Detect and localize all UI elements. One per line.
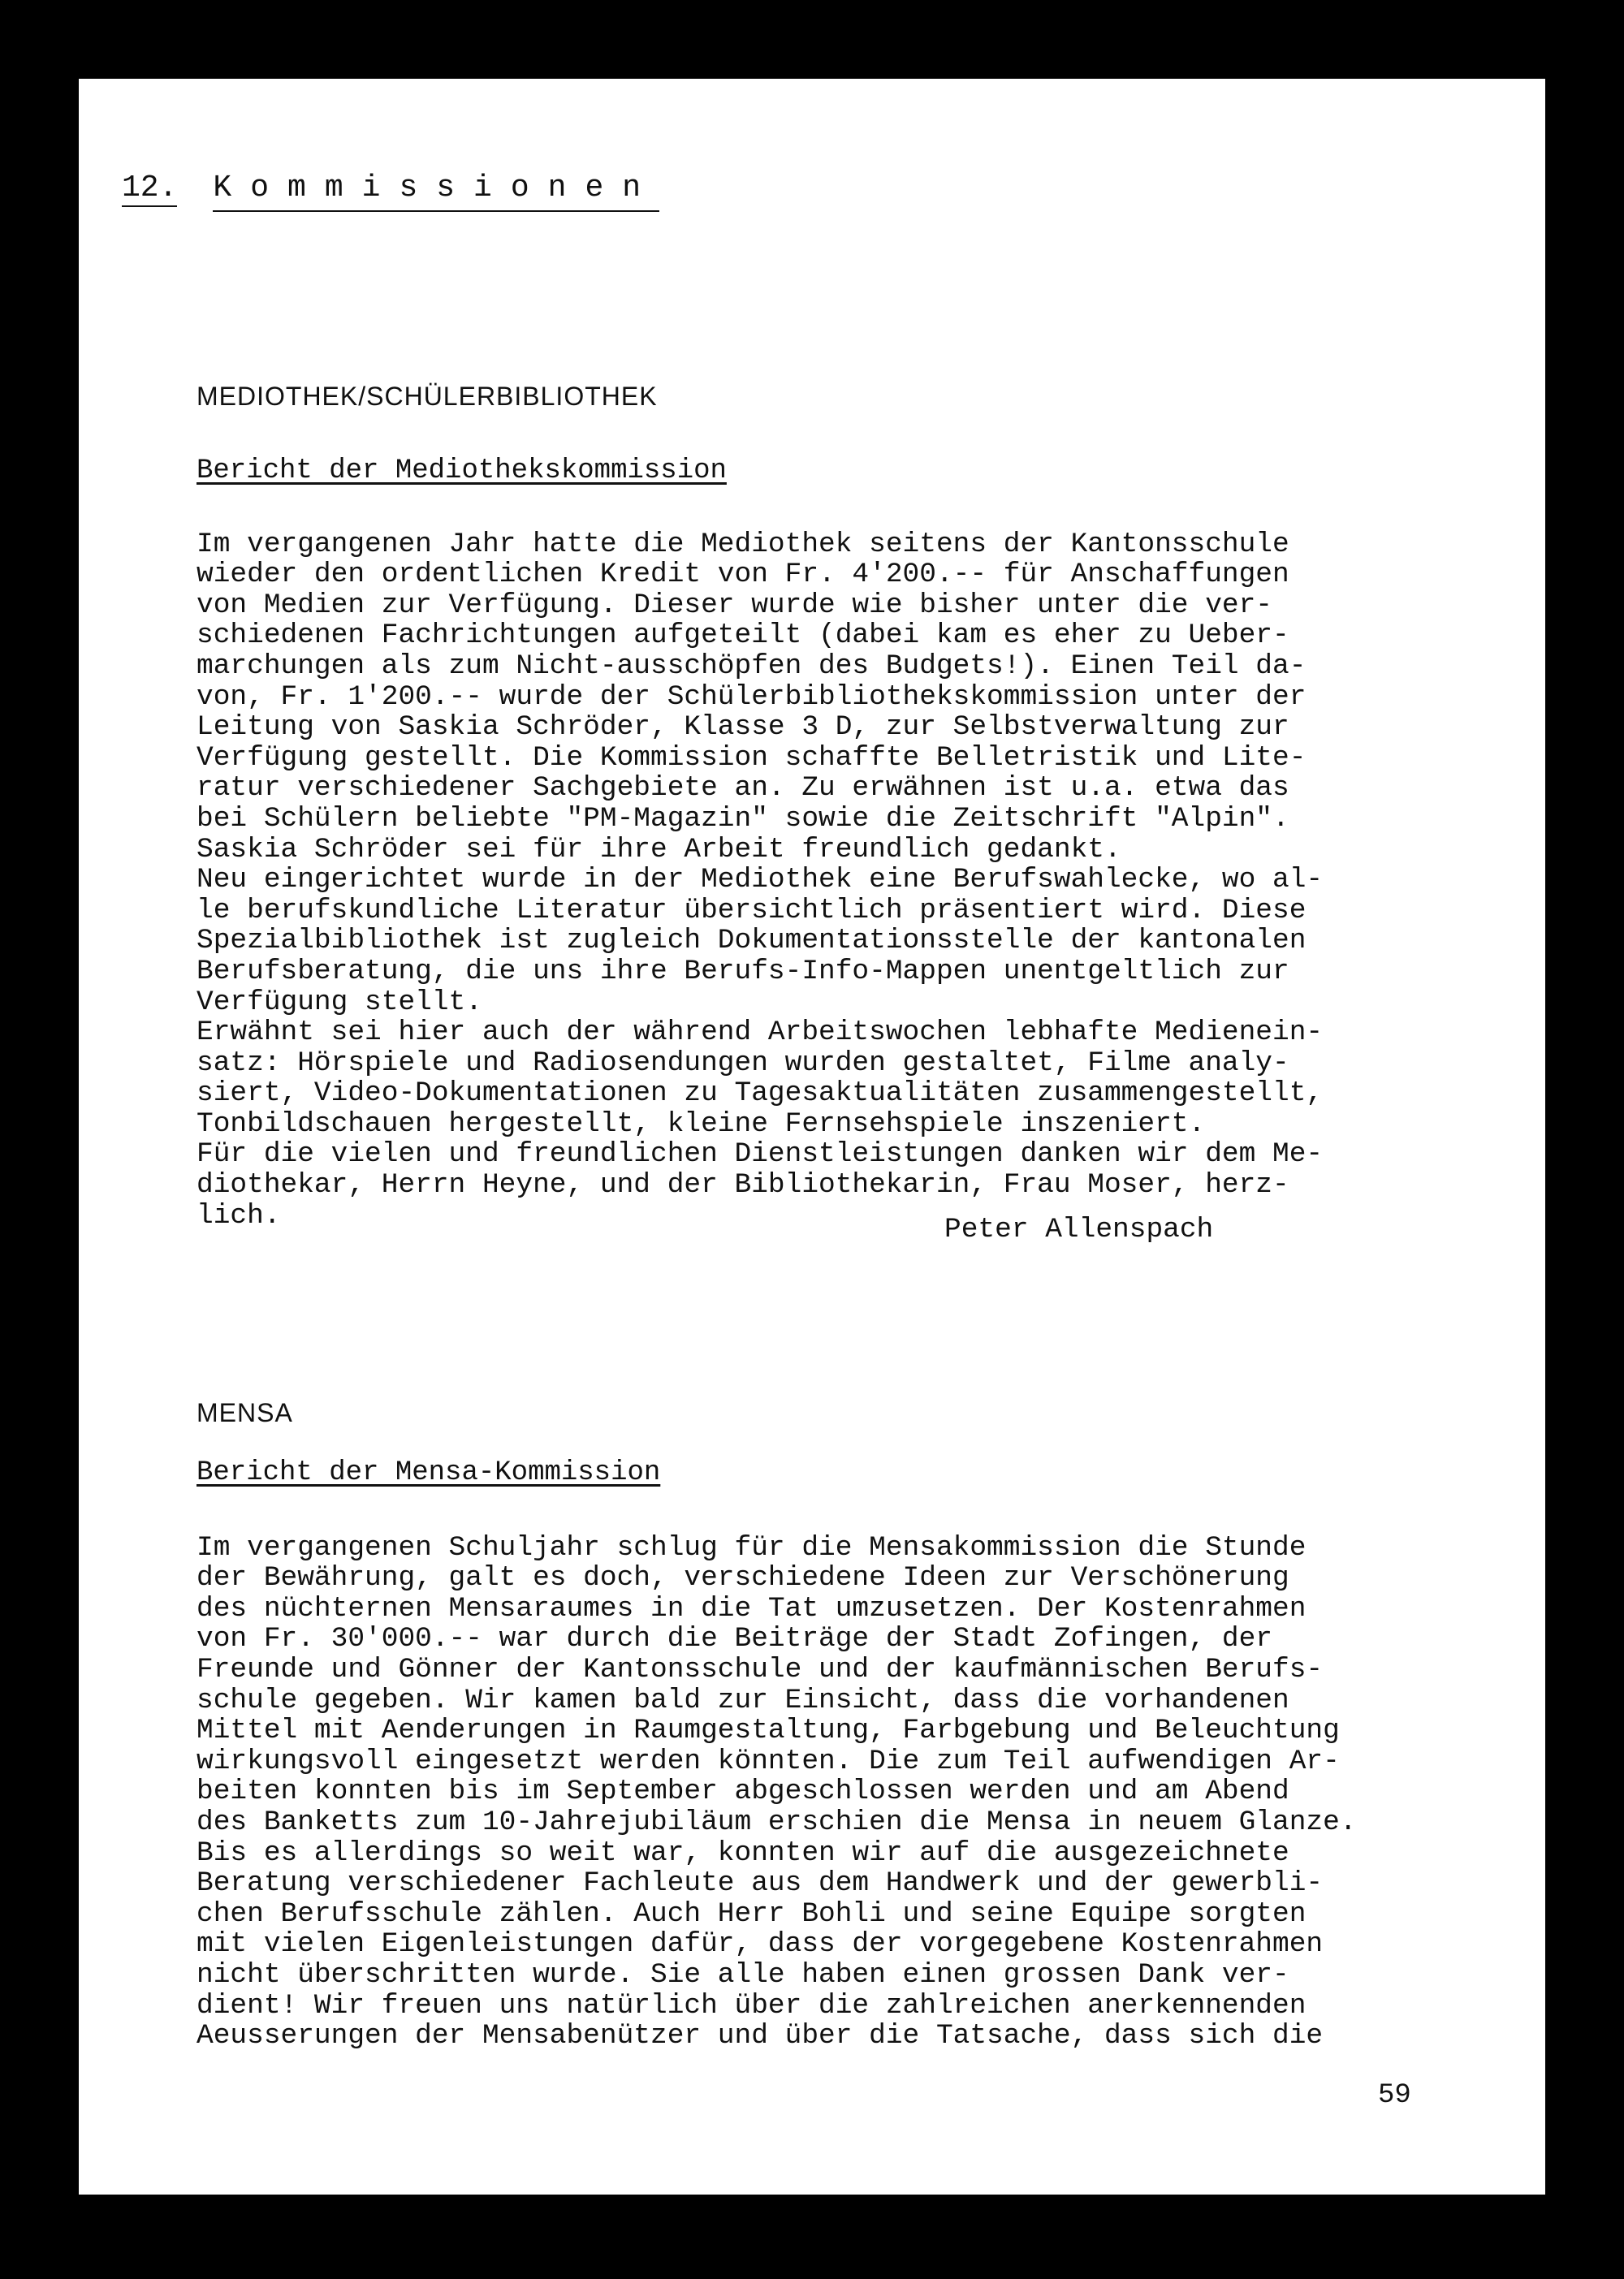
text-line: der Bewährung, galt es doch, verschiedene Ideen zur Verschönerung: [197, 1562, 1289, 1595]
text-line: Berufsberatung, die uns ihre Berufs-Info-Mappen unentgeltlich zur: [197, 955, 1289, 987]
text-line: des nüchternen Mensaraumes in die Tat umzusetzen. Der Kostenrahmen: [197, 1592, 1307, 1625]
text-line: Saskia Schröder sei für ihre Arbeit freundlich gedankt.: [197, 833, 1121, 865]
text-line: wirkungsvoll eingesetzt werden könnten. Die zum Teil aufwendigen Ar-: [197, 1745, 1340, 1777]
text-line: von Fr. 30'000.-- war durch die Beiträge der Stadt Zofingen, der: [197, 1623, 1273, 1655]
text-line: Freunde und Gönner der Kantonsschule und der kaufmännischen Berufs-: [197, 1653, 1324, 1686]
signature-mediothek: Peter Allenspach: [944, 1214, 1214, 1245]
section-title-mediothek: MEDIOTHEK/SCHÜLERBIBLIOTHEK: [197, 382, 658, 411]
text-line: Leitung von Saskia Schröder, Klasse 3 D, zur Selbstverwaltung zur: [197, 711, 1289, 744]
report-title-mediothek: Bericht der Mediothekskommission: [197, 455, 727, 486]
text-line: des Banketts zum 10-Jahrejubiläum erschien die Mensa in neuem Glanze.: [197, 1806, 1357, 1838]
text-line: diothekar, Herrn Heyne, und der Bibliothekarin, Frau Moser, herz-: [197, 1169, 1289, 1202]
report-title-mensa: Bericht der Mensa-Kommission: [197, 1457, 661, 1488]
text-line: mit vielen Eigenleistungen dafür, dass der vorgegebene Kostenrahmen: [197, 1928, 1324, 1961]
page-number: 59: [1378, 2080, 1411, 2111]
text-line: von Medien zur Verfügung. Dieser wurde wie bisher unter die ver-: [197, 589, 1273, 621]
text-line: Verfügung stellt.: [197, 986, 482, 1018]
text-line: Im vergangenen Schuljahr schlug für die Mensakommission die Stunde: [197, 1531, 1307, 1564]
chapter-number: 12.: [122, 170, 178, 205]
paragraph-mediothek: [197, 499, 1323, 1262]
text-line: beiten konnten bis im September abgeschlossen werden und am Abend: [197, 1776, 1289, 1808]
chapter-heading: [122, 170, 659, 212]
text-line: marchungen als zum Nicht-ausschöpfen des Budgets!). Einen Teil da-: [197, 650, 1307, 682]
text-line: bei Schülern beliebte "PM-Magazin" sowie die Zeitschrift "Alpin".: [197, 802, 1289, 835]
text-line: Bis es allerdings so weit war, konnten wir auf die ausgezeichnete: [197, 1837, 1289, 1869]
section-title-mensa: MENSA: [197, 1398, 293, 1427]
text-line: wieder den ordentlichen Kredit von Fr. 4'200.-- für Anschaffungen: [197, 559, 1289, 591]
text-line: schiedenen Fachrichtungen aufgeteilt (dabei kam es eher zu Ueber-: [197, 619, 1289, 652]
text-line: Tonbildschauen hergestellt, kleine Fernsehspiele inszeniert.: [197, 1107, 1206, 1140]
text-line: dient! Wir freuen uns natürlich über die zahlreichen anerkennenden: [197, 1989, 1307, 2022]
text-line: Mittel mit Aenderungen in Raumgestaltung, Farbgebung und Beleuchtung: [197, 1715, 1340, 1747]
text-line: Für die vielen und freundlichen Dienstleistungen danken wir dem Me-: [197, 1138, 1324, 1171]
text-line: Verfügung gestellt. Die Kommission schaffte Belletristik und Lite-: [197, 741, 1307, 774]
text-line: von, Fr. 1'200.-- wurde der Schülerbibliothekskommission unter der: [197, 680, 1307, 713]
text-line: Spezialbibliothek ist zugleich Dokumentationsstelle der kantonalen: [197, 925, 1307, 957]
text-line: ratur verschiedener Sachgebiete an. Zu erwähnen ist u.a. etwa das: [197, 772, 1289, 805]
text-line: Aeusserungen der Mensabenützer und über die Tatsache, dass sich die: [197, 2020, 1324, 2052]
paragraph-mensa: [197, 1502, 1357, 2082]
text-line: chen Berufsschule zählen. Auch Herr Bohli und seine Equipe sorgten: [197, 1897, 1307, 1930]
text-line: Erwähnt sei hier auch der während Arbeitswochen lebhafte Medienein-: [197, 1016, 1324, 1049]
text-line: Neu eingerichtet wurde in der Mediothek eine Berufswahlecke, wo al-: [197, 864, 1324, 896]
text-line: siert, Video-Dokumentationen zu Tagesaktualitäten zusammengestellt,: [197, 1077, 1324, 1110]
text-line: lich.: [197, 1199, 281, 1232]
text-line: schule gegeben. Wir kamen bald zur Einsicht, dass die vorhandenen: [197, 1684, 1289, 1716]
text-line: nicht überschritten wurde. Sie alle haben einen grossen Dank ver-: [197, 1958, 1289, 1991]
text-line: satz: Hörspiele und Radiosendungen wurden gestaltet, Filme analy-: [197, 1047, 1289, 1079]
text-line: Im vergangenen Jahr hatte die Mediothek seitens der Kantonsschule: [197, 528, 1289, 560]
text-line: le berufskundliche Literatur übersichtlich präsentiert wird. Diese: [197, 894, 1307, 926]
text-line: Beratung verschiedener Fachleute aus dem Handwerk und der gewerbli-: [197, 1867, 1324, 1900]
chapter-title: Kommissionen: [213, 170, 659, 212]
